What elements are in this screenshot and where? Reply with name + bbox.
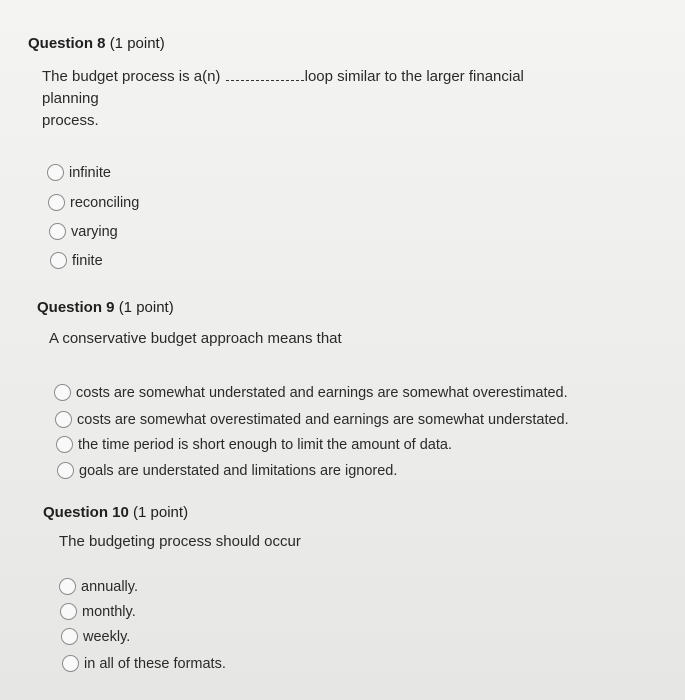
radio-button[interactable] xyxy=(61,628,78,645)
question-number: Question 8 xyxy=(28,35,106,52)
question-8-option-2[interactable] xyxy=(48,194,139,211)
radio-button[interactable] xyxy=(50,252,67,269)
radio-button[interactable] xyxy=(60,603,77,620)
question-8-option-3[interactable] xyxy=(49,223,118,240)
prompt-text: process. xyxy=(42,112,99,129)
question-number: Question 10 xyxy=(43,504,129,521)
option-label: the time period is short enough to limit the amount of data. xyxy=(78,436,452,453)
question-10-option-2[interactable] xyxy=(60,603,136,620)
question-8-prompt xyxy=(42,66,582,132)
option-label: finite xyxy=(72,252,103,269)
question-9-option-1[interactable] xyxy=(54,384,568,401)
radio-button[interactable] xyxy=(57,462,74,479)
question-9-option-4[interactable] xyxy=(57,462,397,479)
question-8-option-1[interactable] xyxy=(47,164,111,181)
radio-button[interactable] xyxy=(48,194,65,211)
radio-button[interactable] xyxy=(54,384,71,401)
question-9-option-3[interactable] xyxy=(56,436,452,453)
prompt-text: loop similar to the larger financial planning xyxy=(42,68,524,107)
option-label: infinite xyxy=(69,164,111,181)
option-label: costs are somewhat understated and earnings are somewhat overestimated. xyxy=(76,384,568,401)
question-10-option-3[interactable] xyxy=(61,628,130,645)
option-label: goals are understated and limitations are ignored. xyxy=(79,462,398,479)
question-10-option-1[interactable] xyxy=(59,578,138,595)
question-10-option-4[interactable] xyxy=(62,655,226,672)
radio-button[interactable] xyxy=(62,655,79,672)
radio-button[interactable] xyxy=(55,411,72,428)
option-label: reconciling xyxy=(70,194,140,211)
option-label: annually. xyxy=(81,578,138,595)
option-label: weekly. xyxy=(83,628,131,645)
radio-button[interactable] xyxy=(47,164,64,181)
question-9-title xyxy=(37,299,174,316)
question-9-prompt: A conservative budget approach means that xyxy=(49,330,342,347)
option-label: costs are somewhat overestimated and earnings are somewhat understated. xyxy=(77,411,569,428)
radio-button[interactable] xyxy=(49,223,66,240)
question-8-option-4[interactable] xyxy=(50,252,103,269)
question-points: (1 point) xyxy=(109,35,165,52)
question-points: (1 point) xyxy=(118,299,174,316)
option-label: in all of these formats. xyxy=(84,655,226,672)
question-8-title xyxy=(28,35,165,52)
question-points: (1 point) xyxy=(133,504,189,521)
radio-button[interactable] xyxy=(59,578,76,595)
radio-button[interactable] xyxy=(56,436,73,453)
question-9-option-2[interactable] xyxy=(55,411,569,428)
option-label: varying xyxy=(71,223,118,240)
question-10-title xyxy=(43,504,188,521)
question-10-prompt: The budgeting process should occur xyxy=(59,533,301,550)
question-number: Question 9 xyxy=(37,299,115,316)
option-label: monthly. xyxy=(82,603,136,620)
fill-in-blank xyxy=(226,70,304,81)
prompt-text: The budget process is a(n) xyxy=(42,68,221,85)
